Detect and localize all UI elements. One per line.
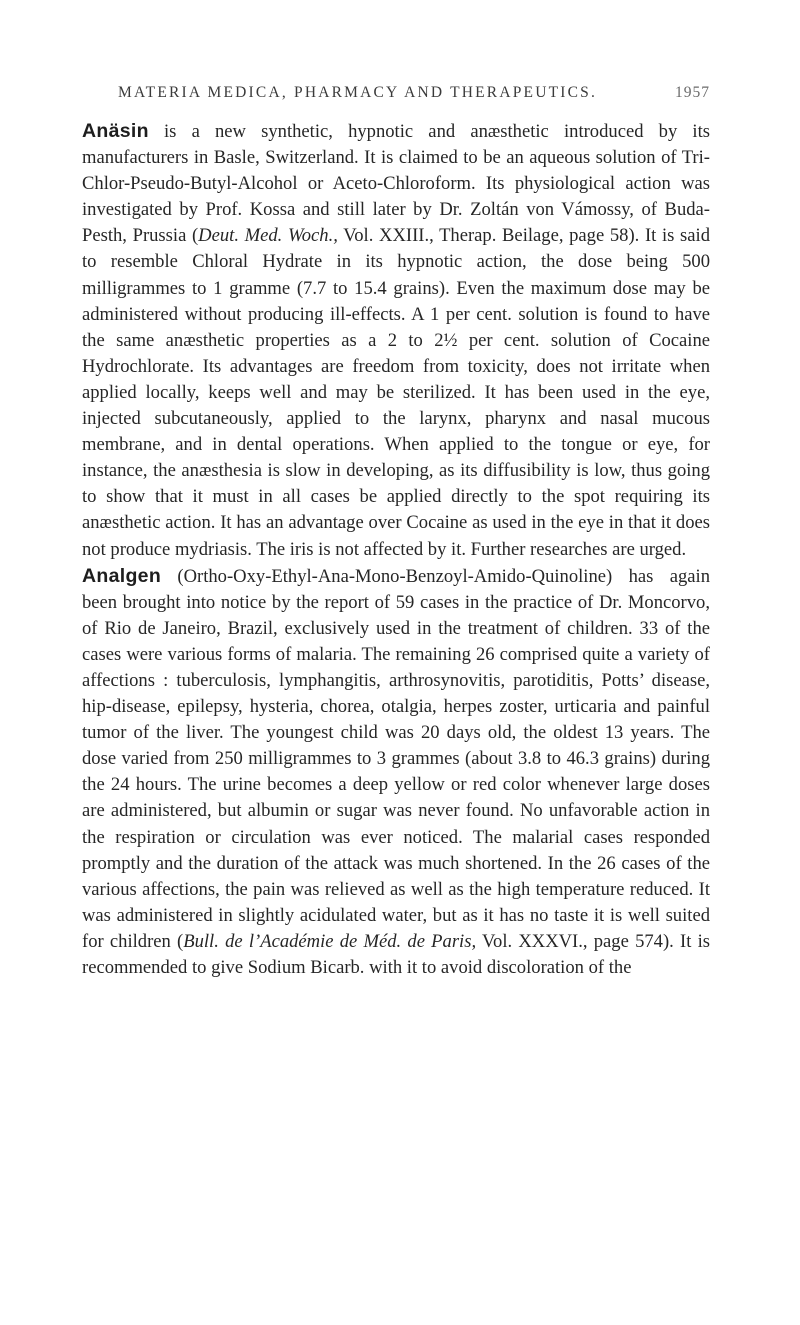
analgen-journal-reference: Bull. de l’Académie de Méd. de Paris, [183,930,477,952]
running-head [118,84,710,106]
anasin-text-part-2: Vol. XXIII., Therap. Beilage, page 58). It is said to resemble Chloral Hydrate in its hypnotic action, the dose being 500 milligrammes to 1 gramme (7.7 to 15.4 grains). Even the maximum dose may be administered without producing ill-effects. A 1 per cent. solution is found to have the same anæsthetic properties as a 2 to 2½ per cent. solution of Cocaine Hydrochlorate. Its advantages are freedom from toxicity, does not irritate when applied locally, keeps well and may be sterilized. It has been used in the eye, injected subcutaneously, applied to the larynx, pharynx and nasal mucous membrane, and in dental operations. When applied to the tongue or eye, for instance, the anæsthesia is slow in developing, as its diffusibility is low, thus going to show that it must in all cases be applied directly to the spot requiring its anæsthetic action. It has an advantage over Cocaine as used in the eye in that it does not produce mydriasis. The iris is not affected by it. Further researches are urged. [82,225,711,560]
paragraph-anasin [82,118,710,563]
anasin-text-part-1: is a new synthetic, hypnotic and anæsthetic introduced by its manufacturers in Basle, Switzerland. It is claimed to be an aqueous solution of Tri-Chlor-Pseudo-Butyl-Alcohol or Aceto-Chloroform. Its physiological action was investigated by Prof. Kossa and still later by Dr. Zoltán von Vámossy, of Buda-Pesth, Prussia ( [82,121,710,247]
page-number: 1957 [675,84,710,101]
paragraph-analgen [82,563,710,982]
body-text [82,118,710,981]
running-head-title: MATERIA MEDICA, PHARMACY AND THERAPEUTICS. [118,84,598,101]
analgen-text-part-2: Vol. XXXVI., page 574). It is recommended to give Sodium Bicarb. with it to avoid discoloration of the [82,930,710,978]
anasin-journal-reference: Deut. Med. Woch., [198,225,338,247]
entry-heading-anasin: Anäsin [82,120,149,142]
entry-heading-analgen: Analgen [82,564,162,587]
analgen-text-part-1: (Ortho-Oxy-Ethyl-Ana-Mono-Benzoyl-Amido-Quinoline) has again been brought into notice by the report of 59 cases in the practice of Dr. Moncorvo, of Rio de Janeiro, Brazil, exclusively used in the treatment of children. 33 of the cases were various forms of malaria. The remaining 26 comprised quite a variety of affections : tuberculosis, lymphangitis, arthrosynovitis, parotiditis, Potts’ disease, hip-disease, epilepsy, hysteria, chorea, otalgia, herpes zoster, urticaria and painful tumor of the liver. The youngest child was 20 days old, the oldest 13 years. The dose varied from 250 milligrammes to 3 grammes (about 3.8 to 46.3 grains) during the 24 hours. The urine becomes a deep yellow or red color whenever large doses are administered, but albumin or sugar was never found. No unfavorable action in the respiration or circulation was ever noticed. The malarial cases responded promptly and the duration of the attack was much shortened. In the 26 cases of the various affections, the pain was relieved as well as the high temperature reduced. It was administered in slightly acidulated water, but as it has no taste it is well suited for children ( [82,565,710,952]
